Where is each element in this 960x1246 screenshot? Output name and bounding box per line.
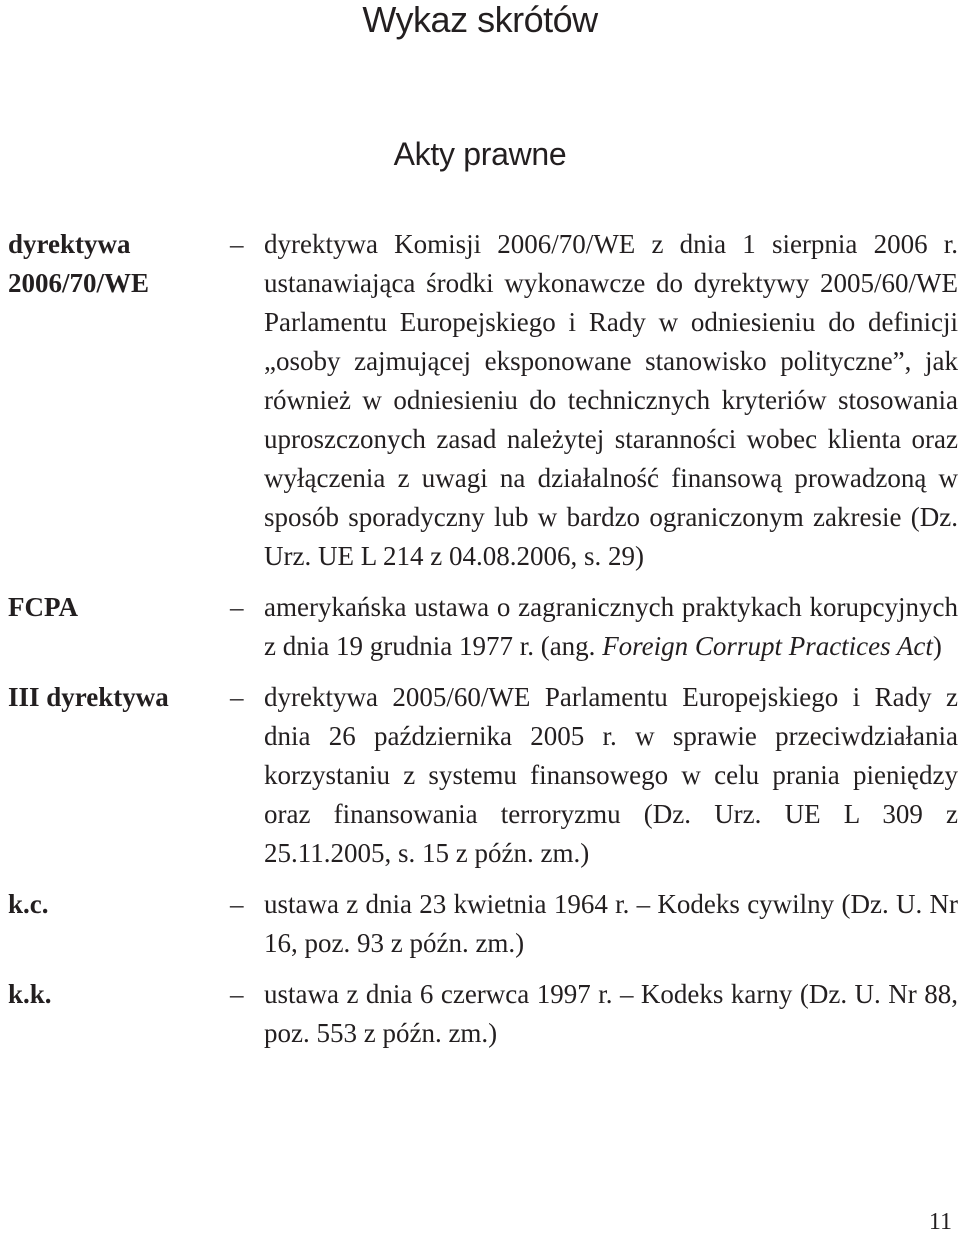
page-title: Wykaz skrótów <box>362 0 598 40</box>
section-title: Akty prawne <box>393 136 567 172</box>
entry-dash: – <box>230 682 244 712</box>
abbreviation-term: III dyrektywa <box>8 682 169 712</box>
abbreviation-entry <box>8 975 958 1053</box>
entry-dash: – <box>230 979 244 1009</box>
definition-text: amerykańska ustawa o zagranicznych praktykach korupcyjnych z dnia 19 grudnia 1977 r. (ang. <box>264 592 958 661</box>
abbreviation-definition: dyrektywa Komisji 2006/70/WE z dnia 1 sierpnia 2006 r. ustanawiająca środki wykonawcze do dyrektywy 2005/60/WE Parlamentu Europejskiego i Rady w odniesieniu do definicji „osoby zajmującej eksponowane stanowisko polityczne”, jak również w odniesieniu do technicznych kryteriów stosowania uproszczonych zasad należytej staranności wobec klienta oraz wyłączenia z uwagi na działalność finansową prowadzoną w sposób sporadyczny lub w bardzo ograniczonym zakresie (Dz. Urz. UE L 214 z 04.08.2006, s. 29) <box>264 229 958 571</box>
page-number: 11 <box>928 1209 952 1235</box>
abbreviation-definition <box>264 588 958 666</box>
abbreviation-term: k.k. <box>8 979 52 1009</box>
abbreviation-list <box>8 225 958 1053</box>
abbreviation-definition: dyrektywa 2005/60/WE Parlamentu Europejskiego i Rady z dnia 26 października 2005 r. w sprawie przeciwdziałania korzystaniu z systemu finansowego w celu prania pieniędzy oraz finansowania terroryzmu (Dz. Urz. UE L 309 z 25.11.2005, s. 15 z późn. zm.) <box>264 682 958 868</box>
abbreviation-term: FCPA <box>8 592 78 622</box>
abbreviation-definition: ustawa z dnia 6 czerwca 1997 r. – Kodeks karny (Dz. U. Nr 88, poz. 553 z późn. zm.) <box>264 979 958 1048</box>
entry-dash: – <box>230 889 244 919</box>
entry-dash: – <box>230 592 244 622</box>
abbreviation-entry <box>8 885 958 963</box>
abbreviation-term: dyrektywa 2006/70/WE <box>8 229 150 298</box>
abbreviation-term: k.c. <box>8 889 49 919</box>
definition-text-end: ) <box>932 631 942 661</box>
abbreviation-definition: ustawa z dnia 23 kwietnia 1964 r. – Kodeks cywilny (Dz. U. Nr 16, poz. 93 z późn. zm.) <box>264 889 958 958</box>
abbreviation-entry <box>8 225 958 576</box>
abbreviation-entry <box>8 588 958 666</box>
entry-dash: – <box>230 229 244 259</box>
definition-italic-text: Foreign Corrupt Practices Act <box>602 631 933 661</box>
abbreviation-entry <box>8 678 958 873</box>
